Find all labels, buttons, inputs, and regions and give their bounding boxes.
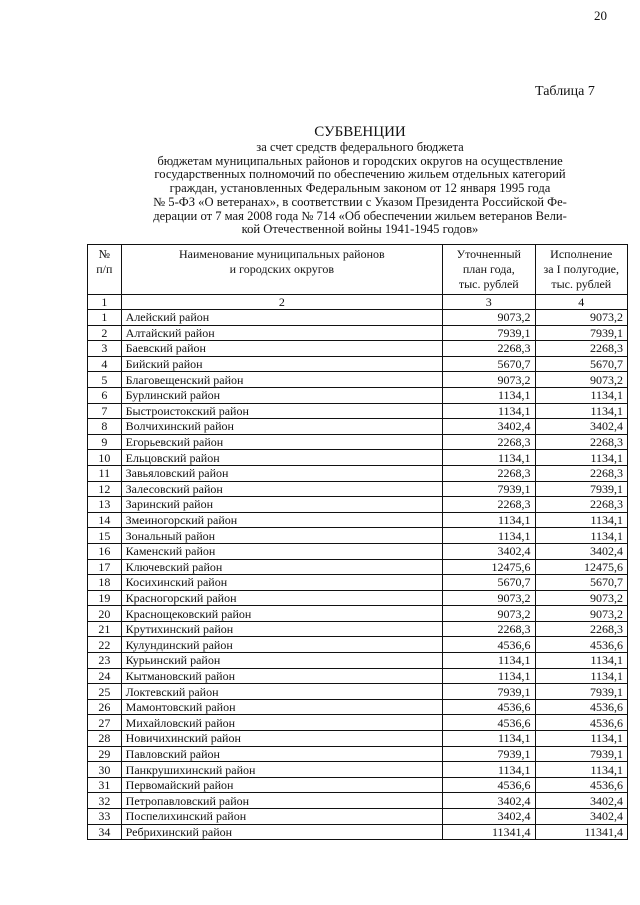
- execution-value: 4536,6: [535, 777, 627, 793]
- district-name: Краснощековский район: [121, 606, 442, 622]
- row-number: 31: [88, 777, 122, 793]
- execution-value: 1134,1: [535, 403, 627, 419]
- row-number: 27: [88, 715, 122, 731]
- row-number: 15: [88, 528, 122, 544]
- plan-value: 1134,1: [443, 403, 536, 419]
- district-name: Кытмановский район: [121, 668, 442, 684]
- table-row: [88, 387, 628, 403]
- execution-value: 5670,7: [535, 356, 627, 372]
- table-label: Таблица 7: [535, 84, 595, 99]
- row-number: 7: [88, 403, 122, 419]
- row-number: 26: [88, 699, 122, 715]
- row-number: 32: [88, 793, 122, 809]
- execution-value: 1134,1: [535, 762, 627, 778]
- execution-value: 4536,6: [535, 715, 627, 731]
- header-cell-name: [121, 245, 442, 295]
- plan-value: 3402,4: [443, 793, 536, 809]
- table-row: [88, 715, 628, 731]
- row-number: 3: [88, 341, 122, 357]
- district-name: Баевский район: [121, 341, 442, 357]
- row-number: 29: [88, 746, 122, 762]
- district-name: Курьинский район: [121, 653, 442, 669]
- plan-value: 3402,4: [443, 809, 536, 825]
- table-row: [88, 653, 628, 669]
- district-name: Залесовский район: [121, 481, 442, 497]
- district-name: Алтайский район: [121, 325, 442, 341]
- execution-value: 1134,1: [535, 653, 627, 669]
- district-name: Змеиногорский район: [121, 512, 442, 528]
- execution-value: 2268,3: [535, 434, 627, 450]
- plan-value: 4536,6: [443, 637, 536, 653]
- execution-value: 3402,4: [535, 793, 627, 809]
- header-line: и городских округов: [229, 262, 335, 276]
- table-row: [88, 481, 628, 497]
- district-name: Зональный район: [121, 528, 442, 544]
- table-row: [88, 528, 628, 544]
- table-row: [88, 793, 628, 809]
- execution-value: 3402,4: [535, 543, 627, 559]
- plan-value: 1134,1: [443, 528, 536, 544]
- table-row: [88, 559, 628, 575]
- district-name: Локтевский район: [121, 684, 442, 700]
- row-number: 9: [88, 434, 122, 450]
- plan-value: 4536,6: [443, 777, 536, 793]
- table-row: [88, 450, 628, 466]
- table-row: [88, 621, 628, 637]
- table-row: [88, 637, 628, 653]
- column-number: 2: [121, 295, 442, 310]
- header-line: тыс. рублей: [458, 277, 519, 291]
- execution-value: 4536,6: [535, 699, 627, 715]
- row-number: 10: [88, 450, 122, 466]
- page-number: 20: [594, 8, 607, 23]
- row-number: 6: [88, 387, 122, 403]
- plan-value: 5670,7: [443, 356, 536, 372]
- row-number: 30: [88, 762, 122, 778]
- plan-value: 1134,1: [443, 653, 536, 669]
- column-number: 4: [535, 295, 627, 310]
- column-number: 3: [443, 295, 536, 310]
- plan-value: 1134,1: [443, 668, 536, 684]
- execution-value: 7939,1: [535, 325, 627, 341]
- header-line: за I полугодие,: [543, 262, 619, 276]
- row-number: 25: [88, 684, 122, 700]
- table-row: [88, 684, 628, 700]
- row-number: 21: [88, 621, 122, 637]
- district-name: Косихинский район: [121, 575, 442, 591]
- execution-value: 1134,1: [535, 387, 627, 403]
- execution-value: 7939,1: [535, 684, 627, 700]
- execution-value: 2268,3: [535, 621, 627, 637]
- row-number: 28: [88, 731, 122, 747]
- district-name: Бурлинский район: [121, 387, 442, 403]
- heading-line: № 5-ФЗ «О ветеранах», в соответствии с Указом Президента Российской Фе-: [153, 194, 567, 209]
- execution-value: 1134,1: [535, 450, 627, 466]
- table-row: [88, 746, 628, 762]
- district-name: Михайловский район: [121, 715, 442, 731]
- district-name: Волчихинский район: [121, 419, 442, 435]
- execution-value: 9073,2: [535, 372, 627, 388]
- header-line: п/п: [96, 262, 113, 276]
- execution-value: 1134,1: [535, 668, 627, 684]
- district-name: Ребрихинский район: [121, 824, 442, 840]
- heading-line: бюджетам муниципальных районов и городских округов на осуществление: [157, 153, 563, 168]
- row-number: 11: [88, 465, 122, 481]
- table-row: [88, 419, 628, 435]
- plan-value: 2268,3: [443, 341, 536, 357]
- plan-value: 4536,6: [443, 699, 536, 715]
- execution-value: 9073,2: [535, 310, 627, 326]
- district-name: Бийский район: [121, 356, 442, 372]
- heading-line: кой Отечественной войны 1941-1945 годов»: [241, 222, 479, 237]
- execution-value: 2268,3: [535, 341, 627, 357]
- table-row: [88, 325, 628, 341]
- header-cell-number: [88, 245, 122, 295]
- row-number: 34: [88, 824, 122, 840]
- header-line: тыс. рублей: [551, 277, 612, 291]
- column-number-row: [88, 295, 628, 310]
- plan-value: 7939,1: [443, 684, 536, 700]
- table-row: [88, 777, 628, 793]
- district-name: Алейский район: [121, 310, 442, 326]
- row-number: 24: [88, 668, 122, 684]
- plan-value: 1134,1: [443, 387, 536, 403]
- heading-line: за счет средств федерального бюджета: [256, 140, 464, 154]
- execution-value: 9073,2: [535, 606, 627, 622]
- header-line: план года,: [462, 262, 515, 276]
- plan-value: 11341,4: [443, 824, 536, 840]
- plan-value: 7939,1: [443, 481, 536, 497]
- execution-value: 1134,1: [535, 512, 627, 528]
- header-cell-execution: [535, 245, 627, 295]
- table-row: [88, 512, 628, 528]
- district-name: Заринский район: [121, 497, 442, 513]
- district-name: Первомайский район: [121, 777, 442, 793]
- table-row: [88, 762, 628, 778]
- district-name: Мамонтовский район: [121, 699, 442, 715]
- table-row: [88, 606, 628, 622]
- subventions-table: [87, 244, 628, 840]
- row-number: 14: [88, 512, 122, 528]
- execution-value: 3402,4: [535, 419, 627, 435]
- table-body: [88, 245, 628, 840]
- header-line: №: [98, 247, 111, 261]
- plan-value: 3402,4: [443, 543, 536, 559]
- execution-value: 12475,6: [535, 559, 627, 575]
- district-name: Ключевский район: [121, 559, 442, 575]
- district-name: Панкрушихинский район: [121, 762, 442, 778]
- plan-value: 5670,7: [443, 575, 536, 591]
- row-number: 5: [88, 372, 122, 388]
- district-name: Поспелихинский район: [121, 809, 442, 825]
- plan-value: 4536,6: [443, 715, 536, 731]
- district-name: Красногорский район: [121, 590, 442, 606]
- row-number: 8: [88, 419, 122, 435]
- table-row: [88, 310, 628, 326]
- row-number: 23: [88, 653, 122, 669]
- district-name: Благовещенский район: [121, 372, 442, 388]
- row-number: 22: [88, 637, 122, 653]
- row-number: 16: [88, 543, 122, 559]
- table-row: [88, 731, 628, 747]
- table-row: [88, 809, 628, 825]
- district-name: Каменский район: [121, 543, 442, 559]
- plan-value: 2268,3: [443, 434, 536, 450]
- heading-line: граждан, установленных Федеральным законом от 12 января 1995 года: [169, 181, 551, 196]
- table-row: [88, 543, 628, 559]
- table-row: [88, 575, 628, 591]
- header-line: Наименование муниципальных районов: [179, 247, 385, 261]
- table-row: [88, 465, 628, 481]
- district-name: Ельцовский район: [121, 450, 442, 466]
- plan-value: 3402,4: [443, 419, 536, 435]
- plan-value: 9073,2: [443, 590, 536, 606]
- execution-value: 7939,1: [535, 481, 627, 497]
- district-name: Петропавловский район: [121, 793, 442, 809]
- row-number: 19: [88, 590, 122, 606]
- column-number: 1: [88, 295, 122, 310]
- plan-value: 2268,3: [443, 621, 536, 637]
- execution-value: 1134,1: [535, 731, 627, 747]
- row-number: 33: [88, 809, 122, 825]
- table-row: [88, 341, 628, 357]
- row-number: 2: [88, 325, 122, 341]
- header-cell-plan: [443, 245, 536, 295]
- district-name: Крутихинский район: [121, 621, 442, 637]
- execution-value: 11341,4: [535, 824, 627, 840]
- row-number: 18: [88, 575, 122, 591]
- plan-value: 9073,2: [443, 372, 536, 388]
- execution-value: 3402,4: [535, 809, 627, 825]
- plan-value: 7939,1: [443, 325, 536, 341]
- table-row: [88, 590, 628, 606]
- row-number: 12: [88, 481, 122, 497]
- heading-title: СУБВЕНЦИИ: [314, 124, 406, 140]
- execution-value: 9073,2: [535, 590, 627, 606]
- table-row: [88, 699, 628, 715]
- header-line: Уточненный: [456, 247, 521, 261]
- execution-value: 4536,6: [535, 637, 627, 653]
- plan-value: 7939,1: [443, 746, 536, 762]
- plan-value: 1134,1: [443, 762, 536, 778]
- row-number: 20: [88, 606, 122, 622]
- district-name: Быстроистокский район: [121, 403, 442, 419]
- plan-value: 9073,2: [443, 606, 536, 622]
- table-row: [88, 668, 628, 684]
- plan-value: 1134,1: [443, 731, 536, 747]
- header-row: [88, 245, 628, 295]
- district-name: Новичихинский район: [121, 731, 442, 747]
- execution-value: 7939,1: [535, 746, 627, 762]
- district-name: Завьяловский район: [121, 465, 442, 481]
- row-number: 4: [88, 356, 122, 372]
- table-row: [88, 403, 628, 419]
- header-line: Исполнение: [550, 247, 613, 261]
- table-row: [88, 372, 628, 388]
- table-row: [88, 434, 628, 450]
- district-name: Егорьевский район: [121, 434, 442, 450]
- execution-value: 5670,7: [535, 575, 627, 591]
- execution-value: 2268,3: [535, 465, 627, 481]
- heading-line: дерации от 7 мая 2008 года № 714 «Об обеспечении жильем ветеранов Вели-: [153, 208, 567, 223]
- district-name: Кулундинский район: [121, 637, 442, 653]
- plan-value: 1134,1: [443, 450, 536, 466]
- row-number: 13: [88, 497, 122, 513]
- table-row: [88, 356, 628, 372]
- plan-value: 2268,3: [443, 497, 536, 513]
- plan-value: 1134,1: [443, 512, 536, 528]
- row-number: 17: [88, 559, 122, 575]
- plan-value: 9073,2: [443, 310, 536, 326]
- document-heading: [80, 124, 640, 237]
- execution-value: 2268,3: [535, 497, 627, 513]
- plan-value: 12475,6: [443, 559, 536, 575]
- heading-line: государственных полномочий по обеспечению жильем отдельных категорий: [154, 167, 566, 182]
- plan-value: 2268,3: [443, 465, 536, 481]
- row-number: 1: [88, 310, 122, 326]
- table-row: [88, 497, 628, 513]
- execution-value: 1134,1: [535, 528, 627, 544]
- table-row: [88, 824, 628, 840]
- district-name: Павловский район: [121, 746, 442, 762]
